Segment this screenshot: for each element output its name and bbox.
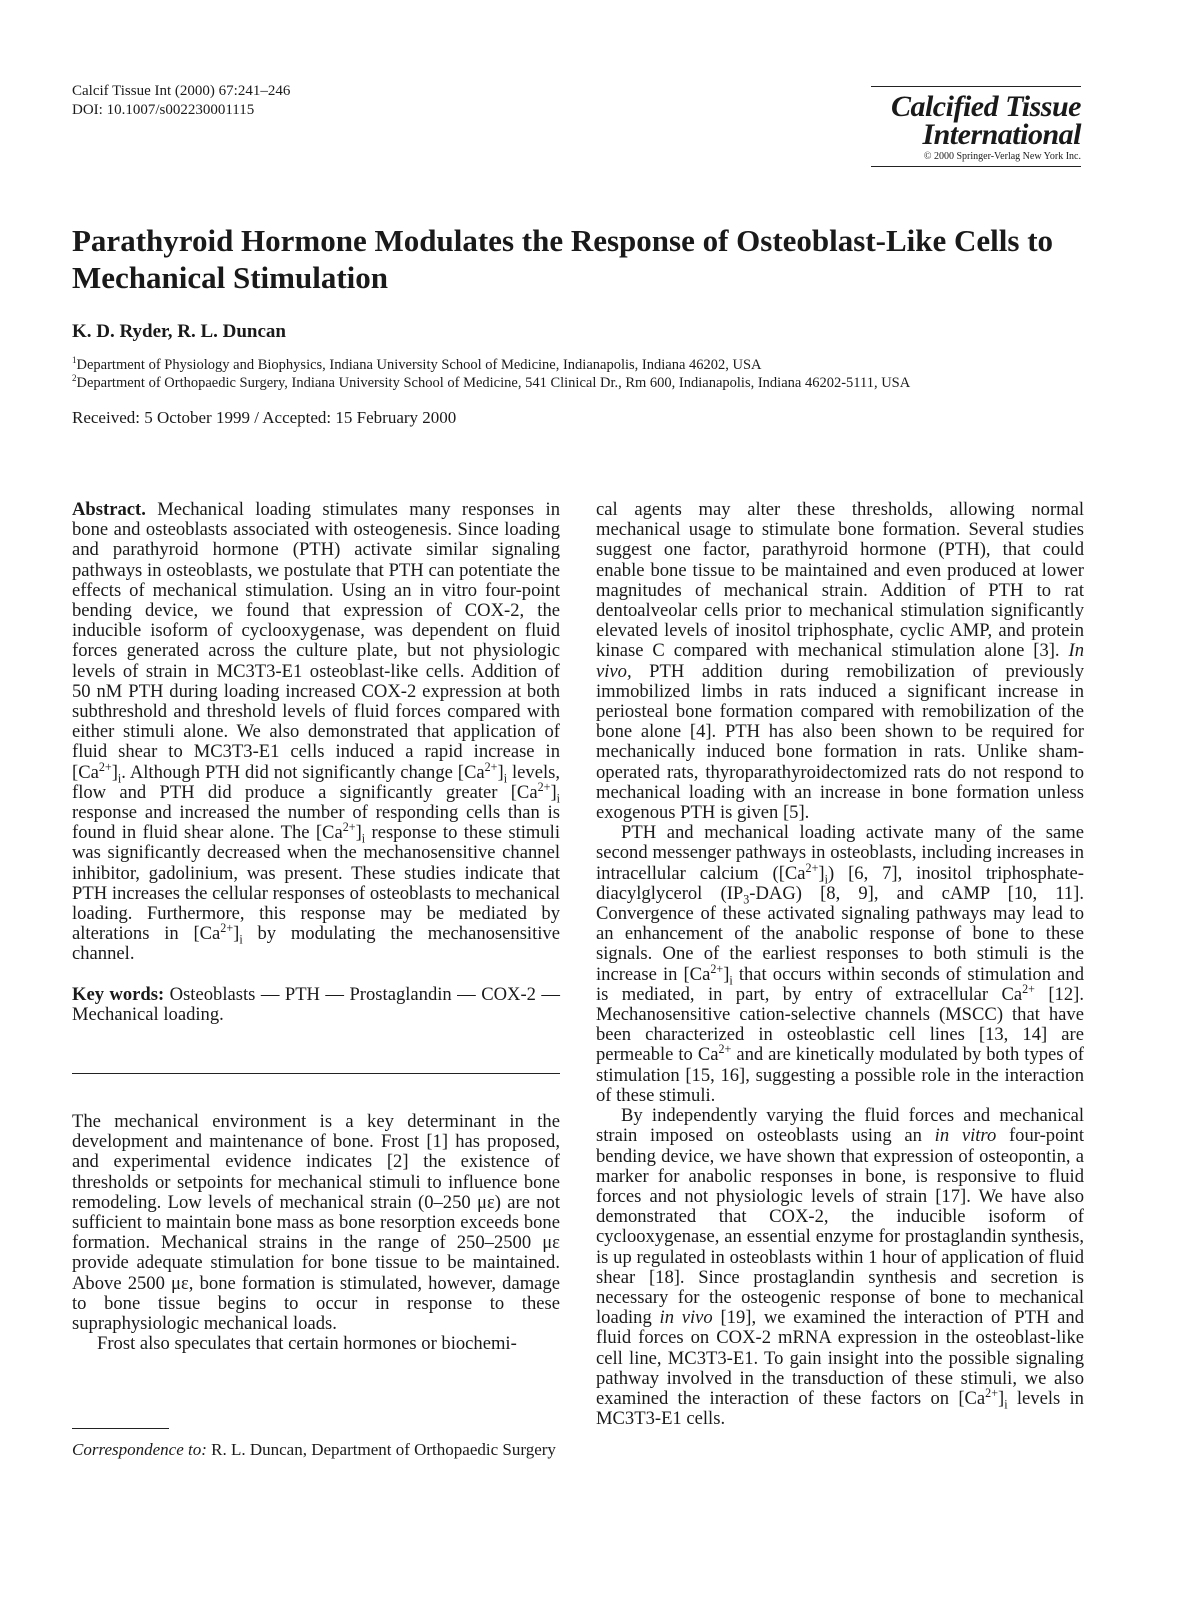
journal-logo [871,86,1081,167]
received-dates: Received: 5 October 1999 / Accepted: 15 February 2000 [72,408,457,427]
citation-block [72,82,290,120]
keywords: Key words: Osteoblasts — PTH — Prostaglandin — COX-2 — Mechanical loading. [72,983,560,1025]
affiliations [72,356,910,392]
correspondence-note: Correspondence to: R. L. Duncan, Department of Orthopaedic Surgery [72,1440,556,1459]
abstract: Abstract. Mechanical loading stimulates many responses in bone and osteoblasts associated with osteogenesis. Since loading and parathyroid hormone (PTH) activate similar signaling pathways in osteoblasts, we postulate that PTH can potentiate the effects of mechanical stimulation. Using an in vitro four-point bending device, we found that expression of COX-2, the inducible isoform of cyclooxygenase, was dependent on fluid forces generated across the culture plate, but not physiologic levels of strain in MC3T3-E1 osteoblast-like cells. Addition of 50 nM PTH during loading increased COX-2 expression at both subthreshold and threshold levels of fluid forces compared with either stimuli alone. We also demonstrated that application of fluid shear to MC3T3-E1 cells induced a rapid increase in $[Ca^{2+}]_i$. Although PTH did not significantly change $[Ca^{2+}]_i$ levels, flow and PTH did produce a significantly greater $[Ca^{2+}]_i$ response and increased the number of responding cells than is found in fluid shear alone. The $[Ca^{2+}]_i$ response to these stimuli was significantly decreased when the mechanosensitive channel inhibitor, gadolinium, was present. These studies indicate that PTH increases the cellular responses of osteoblasts to mechanical loading. Furthermore, this response may be mediated by alterations in $[Ca^{2+}]_i$ by modulating the mechanosensitive channel. [72,499,560,965]
right-paragraph-1: cal agents may alter these thresholds, allowing normal mechanical usage to stimulate bone formation. Several studies suggest one factor, parathyroid hormone (PTH), that could enable bone tissue to be maintained and even produced at lower magnitudes of mechanical strain. Addition of PTH to rat dentoalveolar cells prior to mechanical stimulation significantly elevated levels of inositol triphosphate, cyclic AMP, and protein kinase C compared with mechanical stimulation alone [3]. In vivo, PTH addition during remobilization of previously immobilized limbs in rats induced a significant increase in periosteal bone formation compared with remobilization of the bone alone [4]. PTH has also been shown to be required for mechanically induced bone formation in rats. Unlike sham-operated rats, thyroparathyroidectomized rats do not respond to mechanical loading with an increase in bone formation unless exogenous PTH is given [5]. [596,499,1084,824]
right-paragraph-2: PTH and mechanical loading activate many of the same second messenger pathways in osteoblasts, including increases in intracellular calcium $([Ca^{2+}]_i)$ [6, 7], inositol triphosphate-diacylglycerol $(IP_3-DAG)$ [8, 9], and cAMP [10, 11]. Convergence of these activated signaling pathways may lead to an enhancement of the anabolic response of bone to these signals. One of the earliest responses to both stimuli is the increase in $[Ca^{2+}]_i$ that occurs within seconds of stimulation and is mediated, in part, by entry of extracellular $Ca^{2+}$ [12]. Mechanosensitive cation-selective channels (MSCC) that have been characterized in osteoblastic cell lines [13, 14] are permeable to $Ca^{2+}$ and are kinetically modulated by both types of stimulation [15, 16], suggesting a possible role in the interaction of these stimuli. [596,822,1085,1106]
introduction [72,1112,560,1354]
publisher-copyright: © 2000 Springer-Verlag New York Inc. [923,151,1081,162]
intro-paragraph-2: Frost also speculates that certain hormones or biochemi- [97,1333,517,1355]
authors: K. D. Ryder, R. L. Duncan [72,321,286,342]
affiliation-1: $^1$Department of Physiology and Biophysics, Indiana University School of Medicine, Indianapolis, Indiana 46202, USA [72,355,762,373]
article-title: Parathyroid Hormone Modulates the Response of Osteoblast-Like Cells to Mechanical Stimulation [72,223,1054,295]
footnote-divider [72,1428,169,1429]
intro-paragraph-1: The mechanical environment is a key determinant in the development and maintenance of bone. Frost [1] has proposed, and experimental evidence indicates [2] the existence of thresholds or setpoints for mechanical stimuli to influence bone remodeling. Low levels of mechanical strain (0–250 με) are not sufficient to maintain bone mass as bone resorption exceeds bone formation. Mechanical strains in the range of 250–2500 με provide adequate stimulation for bone tissue to be maintained. Above 2500 με, bone formation is stimulated, however, damage to bone tissue begins to occur in response to these supraphysiologic mechanical loads. [72,1111,560,1335]
journal-title-line2: International [922,118,1081,151]
correspondence-label: Correspondence to: [72,1440,207,1459]
right-column [596,500,1084,1429]
abstract-divider [72,1073,560,1074]
journal-title-line1: Calcified Tissue [890,90,1081,123]
abstract-label: Abstract. [72,499,146,520]
affiliation-2: $^2$Department of Orthopaedic Surgery, Indiana University School of Medicine, 541 Clinical Dr., Rm 600, Indianapolis, Indiana 46202-5111, USA [72,373,911,391]
keywords-label: Key words: [72,983,165,1005]
right-paragraph-3: By independently varying the fluid forces and mechanical strain imposed on osteoblasts using an in vitro four-point bending device, we have shown that expression of osteopontin, a marker for anabolic responses in bone, is responsive to fluid forces and not physiologic levels of strain [17]. We have also demonstrated that COX-2, the inducible isoform of cyclooxygenase, an essential enzyme for prostaglandin synthesis, is up regulated in osteoblasts within 1 hour of application of fluid shear [18]. Since prostaglandin synthesis and secretion is necessary for the osteogenic response of bone to mechanical loading in vivo [19], we examined the interaction of PTH and fluid forces on COX-2 mRNA expression in the osteoblast-like cell line, MC3T3-E1. To gain insight into the possible signaling pathway involved in the transduction of these stimuli, we also examined the interaction of these factors on $[Ca^{2+}]_i$ levels in MC3T3-E1 cells. [596,1105,1084,1430]
left-column [72,500,560,1025]
doi: DOI: 10.1007/s002230001115 [72,102,255,118]
journal-citation: Calcif Tissue Int (2000) 67:241–246 [72,83,291,99]
